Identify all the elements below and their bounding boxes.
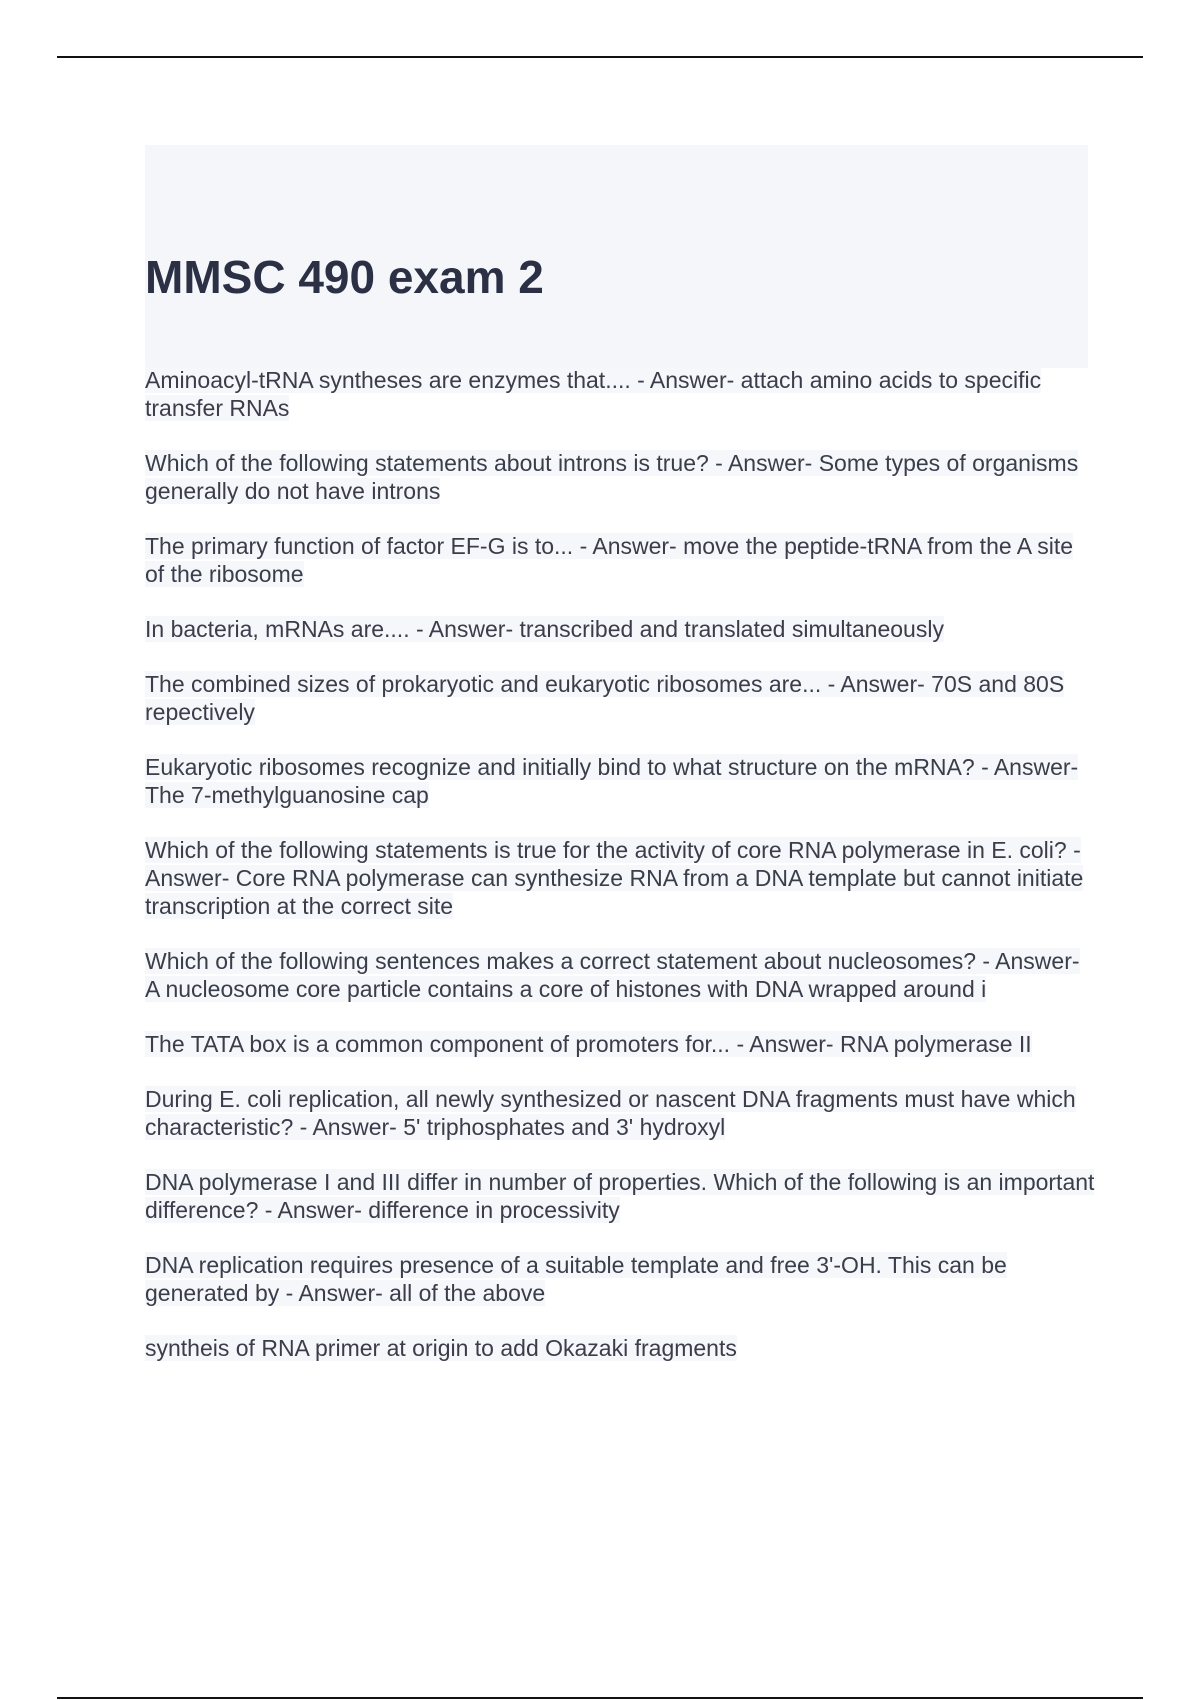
qa-text: DNA polymerase I and III differ in number of properties. Which of the following is an important difference? - Answer- difference in processivity xyxy=(145,1169,1095,1223)
qa-item xyxy=(145,947,1095,1003)
bottom-divider xyxy=(57,1697,1143,1699)
qa-item xyxy=(145,836,1095,920)
qa-item xyxy=(145,1251,1095,1307)
qa-text: Aminoacyl-tRNA syntheses are enzymes that.... - Answer- attach amino acids to specific transfer RNAs xyxy=(145,367,1042,421)
qa-text: Which of the following statements about introns is true? - Answer- Some types of organisms generally do not have introns xyxy=(145,450,1079,504)
qa-text: Which of the following sentences makes a correct statement about nucleosomes? - Answer- A nucleosome core particle contains a core of histones with DNA wrapped around i xyxy=(145,948,1080,1002)
qa-item xyxy=(145,1030,1095,1058)
qa-item xyxy=(145,1085,1095,1141)
qa-text: The combined sizes of prokaryotic and eukaryotic ribosomes are... - Answer- 70S and 80S repectively xyxy=(145,671,1065,725)
qa-item xyxy=(145,449,1095,505)
document-title: MMSC 490 exam 2 xyxy=(145,251,544,303)
qa-item xyxy=(145,366,1095,422)
qa-item xyxy=(145,670,1095,726)
qa-text: Which of the following statements is true for the activity of core RNA polymerase in E. coli? - Answer- Core RNA polymerase can synthesize RNA from a DNA template but cannot initiate transcription at the correct site xyxy=(145,837,1084,919)
qa-item xyxy=(145,1168,1095,1224)
qa-text: Eukaryotic ribosomes recognize and initially bind to what structure on the mRNA? - Answer- The 7-methylguanosine cap xyxy=(145,754,1079,808)
qa-text: The primary function of factor EF-G is to... - Answer- move the peptide-tRNA from the A site of the ribosome xyxy=(145,533,1074,587)
qa-list xyxy=(145,366,1095,1389)
qa-text: syntheis of RNA primer at origin to add Okazaki fragments xyxy=(145,1335,737,1361)
qa-item xyxy=(145,753,1095,809)
qa-text: The TATA box is a common component of promoters for... - Answer- RNA polymerase II xyxy=(145,1031,1032,1057)
qa-text: DNA replication requires presence of a suitable template and free 3'-OH. This can be generated by - Answer- all of the above xyxy=(145,1252,1007,1306)
qa-item xyxy=(145,1334,1095,1362)
qa-text: During E. coli replication, all newly synthesized or nascent DNA fragments must have which characteristic? - Answer- 5' triphosphates and 3' hydroxyl xyxy=(145,1086,1076,1140)
top-divider xyxy=(57,56,1143,58)
qa-text: In bacteria, mRNAs are.... - Answer- transcribed and translated simultaneously xyxy=(145,616,944,642)
qa-item xyxy=(145,615,1095,643)
qa-item xyxy=(145,532,1095,588)
